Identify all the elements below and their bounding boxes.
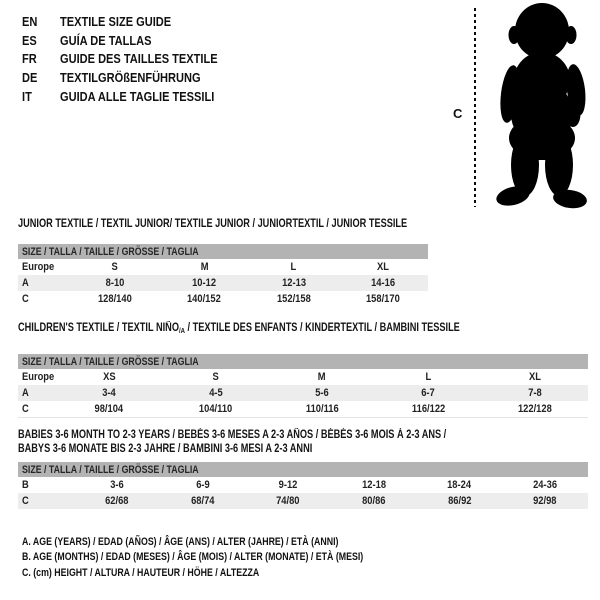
table-row bbox=[18, 259, 428, 275]
table-cell: XL bbox=[528, 371, 541, 383]
size-table bbox=[18, 477, 588, 509]
table-row bbox=[18, 493, 588, 509]
size-header-bar: SIZE / TALLA / TAILLE / GRÖSSE / TAGLIA bbox=[18, 354, 588, 369]
table-cell: 7-8 bbox=[528, 387, 542, 399]
table-cell: 18-24 bbox=[447, 479, 472, 491]
language-code: DE bbox=[22, 70, 38, 86]
table-cell: 3-6 bbox=[110, 479, 124, 491]
section-babies bbox=[18, 428, 588, 509]
legend-notes bbox=[22, 535, 449, 581]
table-row bbox=[18, 369, 588, 385]
section-junior bbox=[18, 217, 428, 307]
table-cell: 6-9 bbox=[195, 479, 210, 491]
language-title: GUIDE DES TAILLES TEXTILE bbox=[60, 51, 218, 67]
section-children bbox=[18, 321, 588, 418]
legend-note-c: C. (cm) HEIGHT / ALTURA / HAUTEUR / HÖHE / ALTEZZA bbox=[22, 566, 260, 579]
table-cell: 9-12 bbox=[278, 479, 298, 491]
row-label: A bbox=[22, 387, 29, 399]
table-row bbox=[18, 477, 588, 493]
table-cell: 152/158 bbox=[276, 293, 311, 305]
language-code: IT bbox=[22, 88, 32, 104]
table-cell: 68/74 bbox=[190, 495, 215, 507]
table-cell: 24-36 bbox=[533, 479, 558, 491]
height-label: C bbox=[453, 106, 463, 121]
language-title: TEXTILGRÖßENFÜHRUNG bbox=[60, 70, 201, 86]
table-cell: 80/86 bbox=[362, 495, 386, 507]
table-cell: 128/140 bbox=[97, 293, 132, 305]
table-cell: 116/122 bbox=[411, 403, 446, 415]
size-header-bar: SIZE / TALLA / TAILLE / GRÖSSE / TAGLIA bbox=[18, 244, 428, 259]
size-table bbox=[18, 259, 428, 307]
table-cell: 158/170 bbox=[366, 293, 401, 305]
table-cell: 5-6 bbox=[315, 387, 329, 399]
table-cell: 98/104 bbox=[94, 403, 124, 415]
table-cell: L bbox=[425, 371, 432, 383]
table-cell: 86/92 bbox=[447, 495, 472, 507]
table-cell: S bbox=[212, 371, 219, 383]
table-cell: 12-13 bbox=[281, 277, 306, 289]
row-label: Europe bbox=[22, 261, 55, 273]
table-cell: 4-5 bbox=[208, 387, 223, 399]
language-row bbox=[22, 88, 245, 107]
language-title: GUIDA ALLE TAGLIE TESSILI bbox=[60, 88, 215, 104]
table-cell: XL bbox=[377, 261, 390, 273]
table-cell: S bbox=[111, 261, 118, 273]
table-row bbox=[18, 275, 428, 291]
legend-note-b: B. AGE (MONTHS) / EDAD (MESES) / ÂGE (MOIS) / ALTER (MONATE) / ETÀ (MESI) bbox=[22, 551, 364, 564]
table-cell: 14-16 bbox=[371, 277, 396, 289]
table-cell: 92/98 bbox=[533, 495, 557, 507]
table-cell: 8-10 bbox=[105, 277, 125, 289]
row-label: B bbox=[22, 479, 29, 491]
table-cell: 140/152 bbox=[187, 293, 222, 305]
table-cell: 6-7 bbox=[421, 387, 436, 399]
table-cell: 122/128 bbox=[517, 403, 552, 415]
row-label: Europe bbox=[22, 371, 55, 383]
table-cell: L bbox=[290, 261, 297, 273]
language-title: TEXTILE SIZE GUIDE bbox=[60, 14, 172, 29]
table-cell: 12-18 bbox=[361, 479, 386, 491]
row-label: C bbox=[22, 495, 29, 507]
table-cell: M bbox=[200, 261, 209, 273]
table-row bbox=[18, 401, 588, 417]
row-label: A bbox=[22, 277, 29, 289]
height-measure-line bbox=[474, 8, 476, 207]
language-row bbox=[22, 50, 245, 69]
table-cell: 3-4 bbox=[102, 387, 116, 399]
table-cell: 104/110 bbox=[198, 403, 233, 415]
section-title: CHILDREN'S TEXTILE / TEXTIL $NIÑO_{/A}$ / TEXTILE DES ENFANTS / KINDERTEXTIL / BAMBINI TESSILE bbox=[18, 322, 460, 335]
table-cell: M bbox=[318, 371, 326, 383]
language-row bbox=[22, 32, 245, 51]
language-row bbox=[22, 69, 245, 88]
table-cell: XS bbox=[102, 371, 116, 383]
language-code: ES bbox=[22, 32, 37, 48]
size-header-bar: SIZE / TALLA / TAILLE / GRÖSSE / TAGLIA bbox=[18, 462, 588, 477]
table-row bbox=[18, 385, 588, 401]
table-cell: 10-12 bbox=[192, 277, 217, 289]
table-cell: 62/68 bbox=[105, 495, 129, 507]
baby-silhouette-icon bbox=[486, 2, 594, 209]
language-code: EN bbox=[22, 14, 38, 29]
language-title: GUÍA DE TALLAS bbox=[60, 32, 152, 48]
language-list bbox=[22, 13, 245, 107]
language-code: FR bbox=[22, 51, 37, 67]
language-row bbox=[22, 13, 245, 32]
table-row bbox=[18, 291, 428, 307]
section-title: JUNIOR TEXTILE / TEXTIL JUNIOR/ TEXTILE JUNIOR / JUNIORTEXTIL / JUNIOR TESSILE bbox=[18, 218, 408, 230]
table-cell: 74/80 bbox=[276, 495, 300, 507]
row-label: C bbox=[22, 403, 29, 415]
row-label: C bbox=[22, 293, 29, 305]
table-cell: 110/116 bbox=[305, 403, 339, 415]
section-title: BABIES 3-6 MONTH TO 2-3 YEARS / BEBÉS 3-6 MESES A 2-3 AÑOS / BÉBÉS 3-6 MOIS À 2-3 ANS / BABYS 3-6 MONATE BIS 2-3 JAHRE / BAMBINI 3-6 MESI A 2-3 ANNI bbox=[18, 429, 447, 455]
legend-note-a: A. AGE (YEARS) / EDAD (AÑOS) / ÂGE (ANS) / ALTER (JAHRE) / ETÀ (ANNI) bbox=[22, 536, 339, 548]
size-table bbox=[18, 369, 588, 418]
